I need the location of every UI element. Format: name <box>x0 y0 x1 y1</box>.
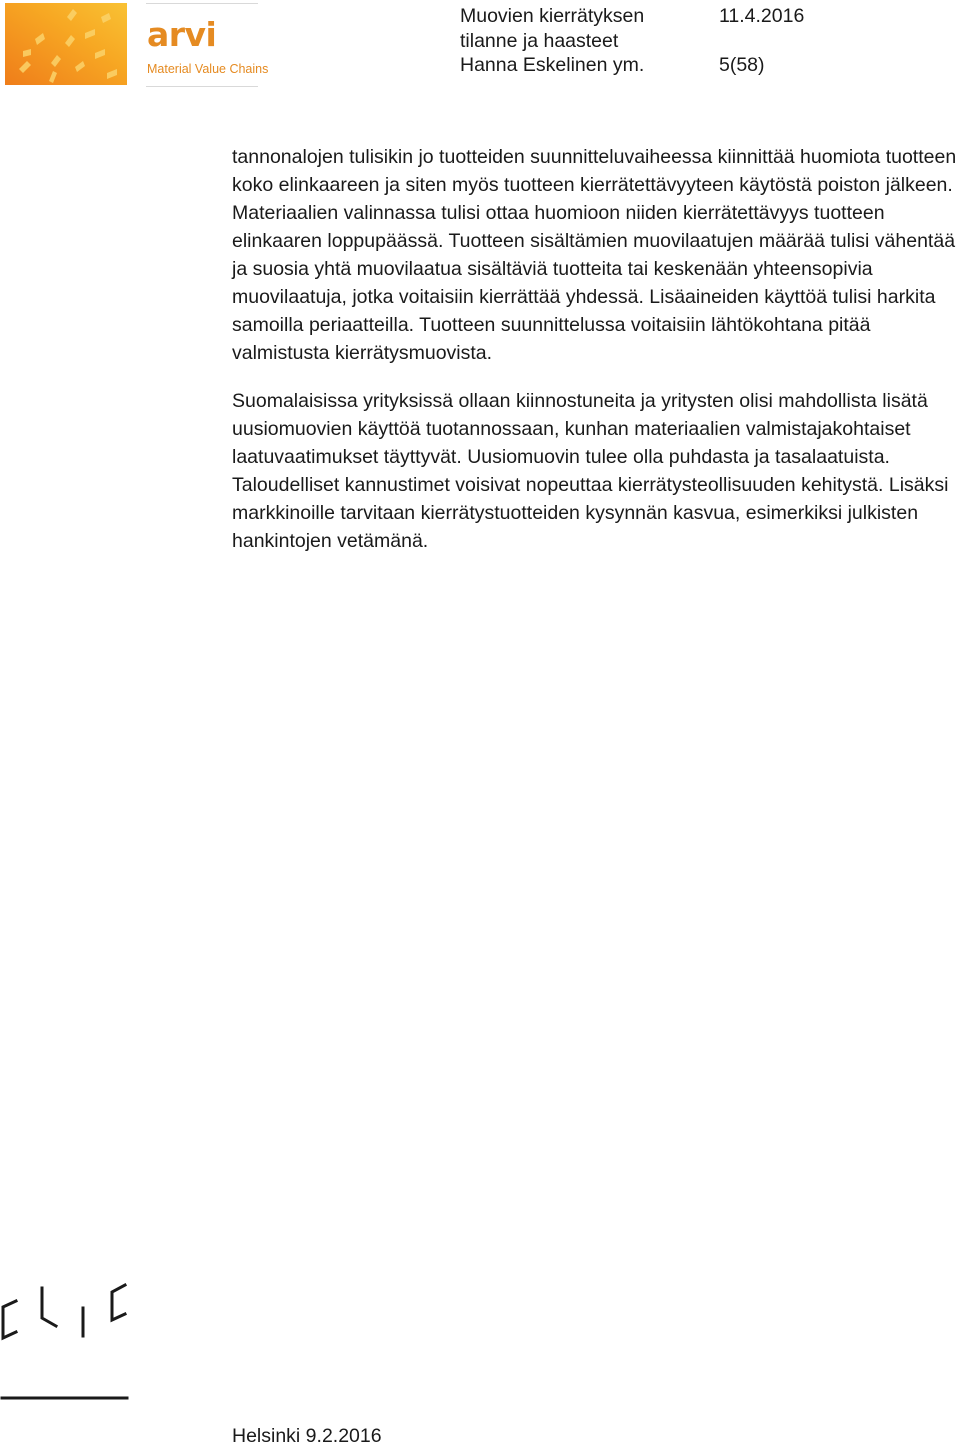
body-paragraph-1: tannonalojen tulisikin jo tuotteiden suunnitteluvaiheessa kiinnittää huomiota tuotteen koko elinkaareen ja siten myös tuotteen kierrätettävyyteen käytöstä poiston jälkeen. Materiaalien valinnassa tulisi ottaa huomioon niiden kierrätettävyys tuotteen elinkaaren loppupäässä. Tuotteen sisältämien muovilaatujen määrää tulisi vähentää ja suosia yhtä muovilaatua sisältäviä tuotteita tai keskenään yhteensopivia muovilaatuja, jotka voitaisiin kierrättää yhdessä. Lisäaineiden käyttöä tulisi harkita samoilla periaatteilla. Tuotteen suunnittelussa voitaisiin lähtökohtana pitää valmistusta kierrätysmuovista. <box>232 146 957 364</box>
header-title-line1: Muovien kierrätyksen <box>460 5 645 27</box>
header-date: 11.4.2016 <box>719 5 805 27</box>
document-header <box>460 4 805 78</box>
arvi-logo-graphic <box>5 3 127 85</box>
clic-logo-icon <box>0 1280 130 1402</box>
logo-subtitle: Material Value Chains <box>147 62 269 76</box>
header-authors: Hanna Eskelinen ym. <box>460 54 645 76</box>
document-body <box>232 143 960 575</box>
logo-word: arvi <box>147 15 217 54</box>
arvi-logo-wordmark <box>146 3 269 87</box>
clic-logo-mark-icon <box>0 1280 130 1402</box>
body-paragraph-2: Suomalaisissa yrityksissä ollaan kiinnostuneita ja yritysten olisi mahdollista lisätä uusiomuovien käyttöä tuotannossaan, kunhan materiaalien valmistajakohtaiset laatuvaatimukset täyttyvät. Uusiomuovin tulee olla puhdasta ja tasalaatuista. Taloudelliset kannustimet voisivat nopeuttaa kierrätysteollisuuden kehitystä. Lisäksi markkinoille tarvitaan kierrätystuotteiden kysynnän kasvua, esimerkiksi julkisten hankintojen vetämänä. <box>232 390 949 552</box>
footer-place-date: Helsinki 9.2.2016 <box>232 1425 382 1447</box>
header-title-line2: tilanne ja haasteet <box>460 29 619 52</box>
header-page-number: 5(58) <box>719 54 765 76</box>
sunburst-arrows-icon <box>5 3 127 85</box>
